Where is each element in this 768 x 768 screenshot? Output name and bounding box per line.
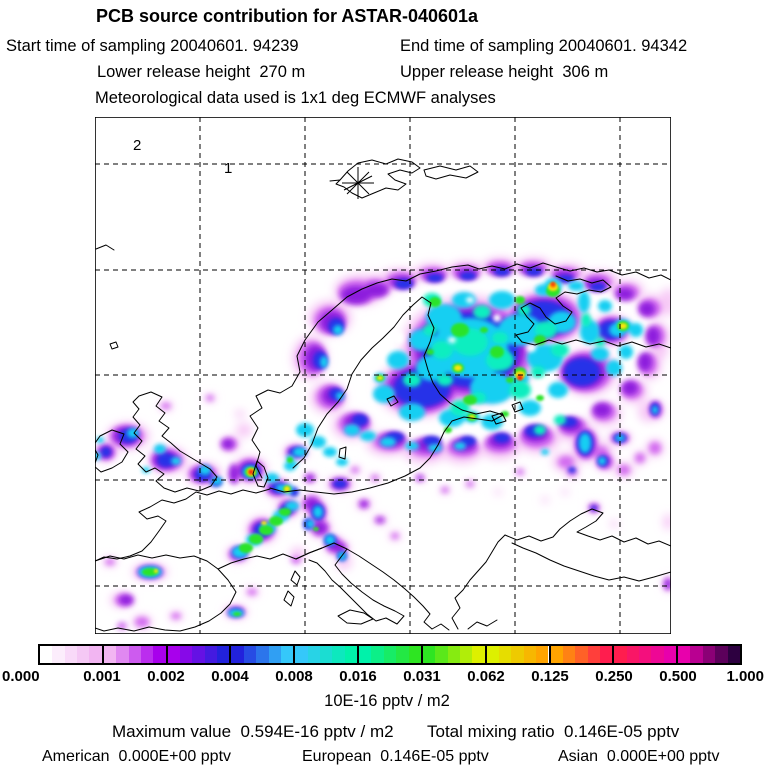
colorbar-segment (357, 646, 421, 663)
coastline (291, 571, 300, 585)
grid-lines (95, 117, 671, 634)
colorbar-tick-label: 0.004 (211, 668, 249, 685)
colorbar-tick-label: 1.000 (726, 668, 764, 685)
colorbar-segment (612, 646, 676, 663)
colorbar-segment (676, 646, 740, 663)
colorbar-tick-label: 0.000 (2, 668, 40, 685)
coastline (432, 624, 449, 630)
colorbar-segment (102, 646, 166, 663)
coastline (338, 610, 373, 624)
upper-release-label: Upper release height 306 m (400, 63, 609, 81)
colorbar-tick-label: 0.250 (595, 668, 633, 685)
coastline (347, 549, 432, 629)
map-level-labels (133, 137, 232, 177)
colorbar-tick-label: 0.002 (147, 668, 185, 685)
coastline (284, 591, 294, 606)
colorbar-segment (293, 646, 357, 663)
colorbar-tick-label: 0.125 (531, 668, 569, 685)
map-grid-label: 2 (133, 137, 142, 154)
colorbar-tick-label: 0.031 (403, 668, 441, 685)
american-contribution-label: American 0.000E+00 pptv (42, 748, 232, 765)
coastline (296, 543, 404, 624)
coastline (424, 166, 478, 179)
lower-release-label: Lower release height 270 m (97, 63, 306, 81)
colorbar-segment (166, 646, 230, 663)
colorbar-tick-label: 0.001 (83, 668, 121, 685)
coastline (452, 535, 505, 629)
coastline (505, 509, 671, 546)
colorbar-segment (229, 646, 293, 663)
colorbar-segment (549, 646, 613, 663)
coastline (339, 447, 346, 459)
colorbar-segment (40, 646, 102, 663)
colorbar-tick-label: 0.500 (659, 668, 697, 685)
coastline (110, 342, 118, 349)
map-plot (95, 117, 671, 634)
plume-field (95, 257, 671, 630)
met-data-label: Meteorological data used is 1x1 deg ECMWF analyses (95, 89, 496, 107)
european-contribution-label: European 0.146E-05 pptv (302, 748, 489, 765)
start-time-label: Start time of sampling 20040601. 94239 (6, 37, 299, 55)
colorbar-unit-label: 10E-16 pptv / m2 (324, 692, 450, 710)
max-value-label: Maximum value 0.594E-16 pptv / m2 (112, 722, 394, 741)
colorbar-tick-label: 0.062 (467, 668, 505, 685)
coastline (512, 543, 671, 581)
colorbar-tick-label: 0.008 (275, 668, 313, 685)
total-mixing-ratio-label: Total mixing ratio 0.146E-05 pptv (427, 722, 680, 741)
coastline (95, 555, 236, 631)
coastline (468, 620, 497, 629)
colorbar-segment (421, 646, 485, 663)
colorbar-tick-label: 0.016 (339, 668, 377, 685)
page-title: PCB source contribution for ASTAR-040601a (96, 6, 479, 26)
colorbar (38, 644, 742, 665)
colorbar-segment (485, 646, 549, 663)
end-time-label: End time of sampling 20040601. 94342 (400, 37, 688, 55)
map-grid-label: 1 (224, 160, 233, 177)
asian-contribution-label: Asian 0.000E+00 pptv (558, 748, 720, 765)
coastline (96, 245, 114, 250)
